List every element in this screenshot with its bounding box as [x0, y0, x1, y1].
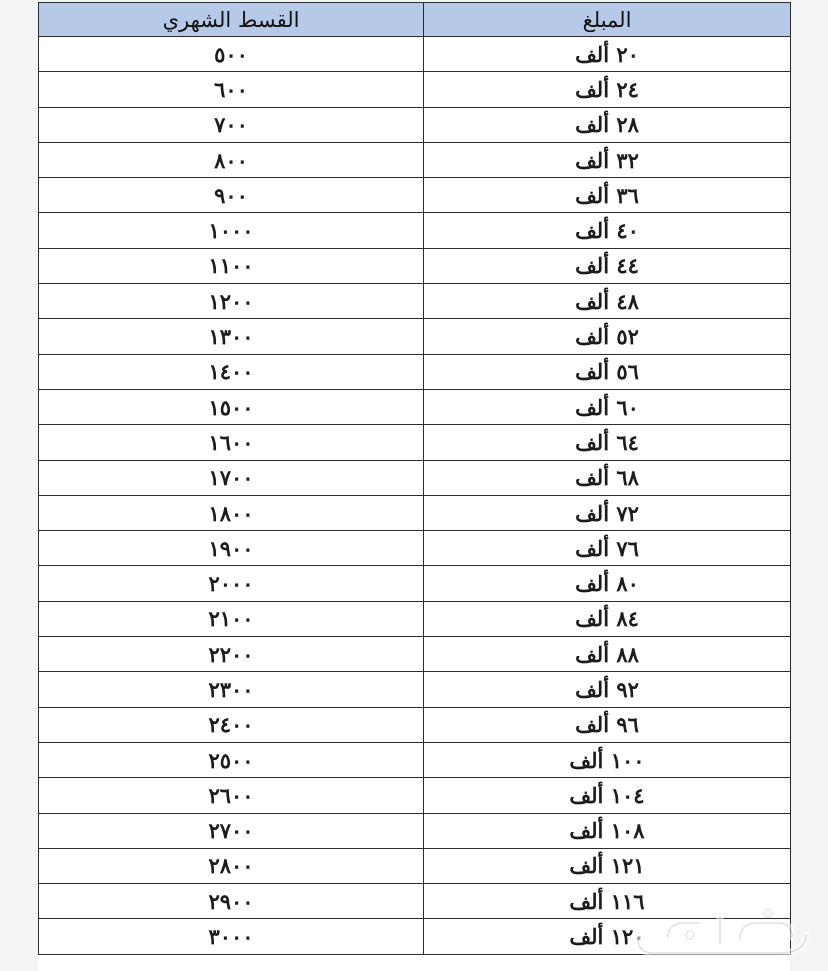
table-row: [39, 142, 791, 177]
cell-installment: ١٨٠٠: [39, 495, 424, 530]
cell-amount: ٩٢ ألف: [424, 672, 791, 707]
cell-installment: ٢٤٠٠: [39, 707, 424, 742]
cell-installment: ٢١٠٠: [39, 601, 424, 636]
cell-amount: ٣٦ ألف: [424, 178, 791, 213]
cell-installment: ٢٢٠٠: [39, 637, 424, 672]
cell-amount: ٩٦ ألف: [424, 707, 791, 742]
cell-installment: ٥٠٠: [39, 37, 424, 72]
table-row: [39, 778, 791, 813]
cell-amount: ١٠٤ ألف: [424, 778, 791, 813]
cell-installment: ٣٠٠٠: [39, 919, 424, 954]
cell-amount: ٨٠ ألف: [424, 566, 791, 601]
cell-installment: ١٦٠٠: [39, 425, 424, 460]
cell-amount: ٤٤ ألف: [424, 248, 791, 283]
cell-amount: ١٢٠ ألف: [424, 919, 791, 954]
cell-amount: ٥٦ ألف: [424, 354, 791, 389]
cell-amount: ٨٨ ألف: [424, 637, 791, 672]
table-row: [39, 248, 791, 283]
table-row: [39, 354, 791, 389]
cell-amount: ٣٢ ألف: [424, 142, 791, 177]
cell-installment: ١١٠٠: [39, 248, 424, 283]
cell-installment: ٢٨٠٠: [39, 848, 424, 883]
cell-amount: ٢٠ ألف: [424, 37, 791, 72]
installment-sheet: [38, 2, 790, 971]
table-row: [39, 531, 791, 566]
table-row: [39, 566, 791, 601]
cell-amount: ٤٨ ألف: [424, 284, 791, 319]
table-row: [39, 495, 791, 530]
cell-installment: ١٩٠٠: [39, 531, 424, 566]
installment-table: [38, 2, 791, 955]
table-row: [39, 213, 791, 248]
table-row: [39, 178, 791, 213]
cell-amount: ٧٢ ألف: [424, 495, 791, 530]
column-header-installment: القسط الشهري: [39, 3, 424, 37]
cell-installment: ٩٠٠: [39, 178, 424, 213]
cell-installment: ٦٠٠: [39, 72, 424, 107]
cell-installment: ٢٧٠٠: [39, 813, 424, 848]
cell-installment: ١٢٠٠: [39, 284, 424, 319]
haraj-logo-icon: [628, 905, 818, 963]
cell-amount: ٥٢ ألف: [424, 319, 791, 354]
cell-installment: ١٣٠٠: [39, 319, 424, 354]
table-row: [39, 425, 791, 460]
table-row: [39, 707, 791, 742]
cell-installment: ١٠٠٠: [39, 213, 424, 248]
cell-installment: ٢٠٠٠: [39, 566, 424, 601]
cell-installment: ١٥٠٠: [39, 389, 424, 424]
cell-installment: ١٧٠٠: [39, 460, 424, 495]
table-row: [39, 37, 791, 72]
column-header-amount: المبلغ: [424, 3, 791, 37]
cell-amount: ٦٤ ألف: [424, 425, 791, 460]
table-row: [39, 742, 791, 777]
table-row: [39, 848, 791, 883]
table-row: [39, 389, 791, 424]
cell-installment: ٢٣٠٠: [39, 672, 424, 707]
cell-installment: ٨٠٠: [39, 142, 424, 177]
cell-amount: ١٠٠ ألف: [424, 742, 791, 777]
cell-amount: ١١٦ ألف: [424, 884, 791, 919]
cell-amount: ٢٨ ألف: [424, 107, 791, 142]
table-row: [39, 72, 791, 107]
table-row: [39, 637, 791, 672]
cell-amount: ١٢١ ألف: [424, 848, 791, 883]
cell-amount: ٢٤ ألف: [424, 72, 791, 107]
cell-amount: ٤٠ ألف: [424, 213, 791, 248]
cell-installment: ٢٦٠٠: [39, 778, 424, 813]
table-row: [39, 460, 791, 495]
table-row: [39, 284, 791, 319]
cell-amount: ١٠٨ ألف: [424, 813, 791, 848]
table-row: [39, 813, 791, 848]
table-row: [39, 107, 791, 142]
cell-installment: ٢٥٠٠: [39, 742, 424, 777]
cell-installment: ١٤٠٠: [39, 354, 424, 389]
table-header-row: [39, 3, 791, 37]
cell-installment: ٧٠٠: [39, 107, 424, 142]
table-row: [39, 672, 791, 707]
cell-amount: ٦٠ ألف: [424, 389, 791, 424]
table-row: [39, 601, 791, 636]
cell-amount: ٦٨ ألف: [424, 460, 791, 495]
cell-amount: ٧٦ ألف: [424, 531, 791, 566]
table-body: [39, 37, 791, 955]
cell-amount: ٨٤ ألف: [424, 601, 791, 636]
cell-installment: ٢٩٠٠: [39, 884, 424, 919]
table-row: [39, 319, 791, 354]
